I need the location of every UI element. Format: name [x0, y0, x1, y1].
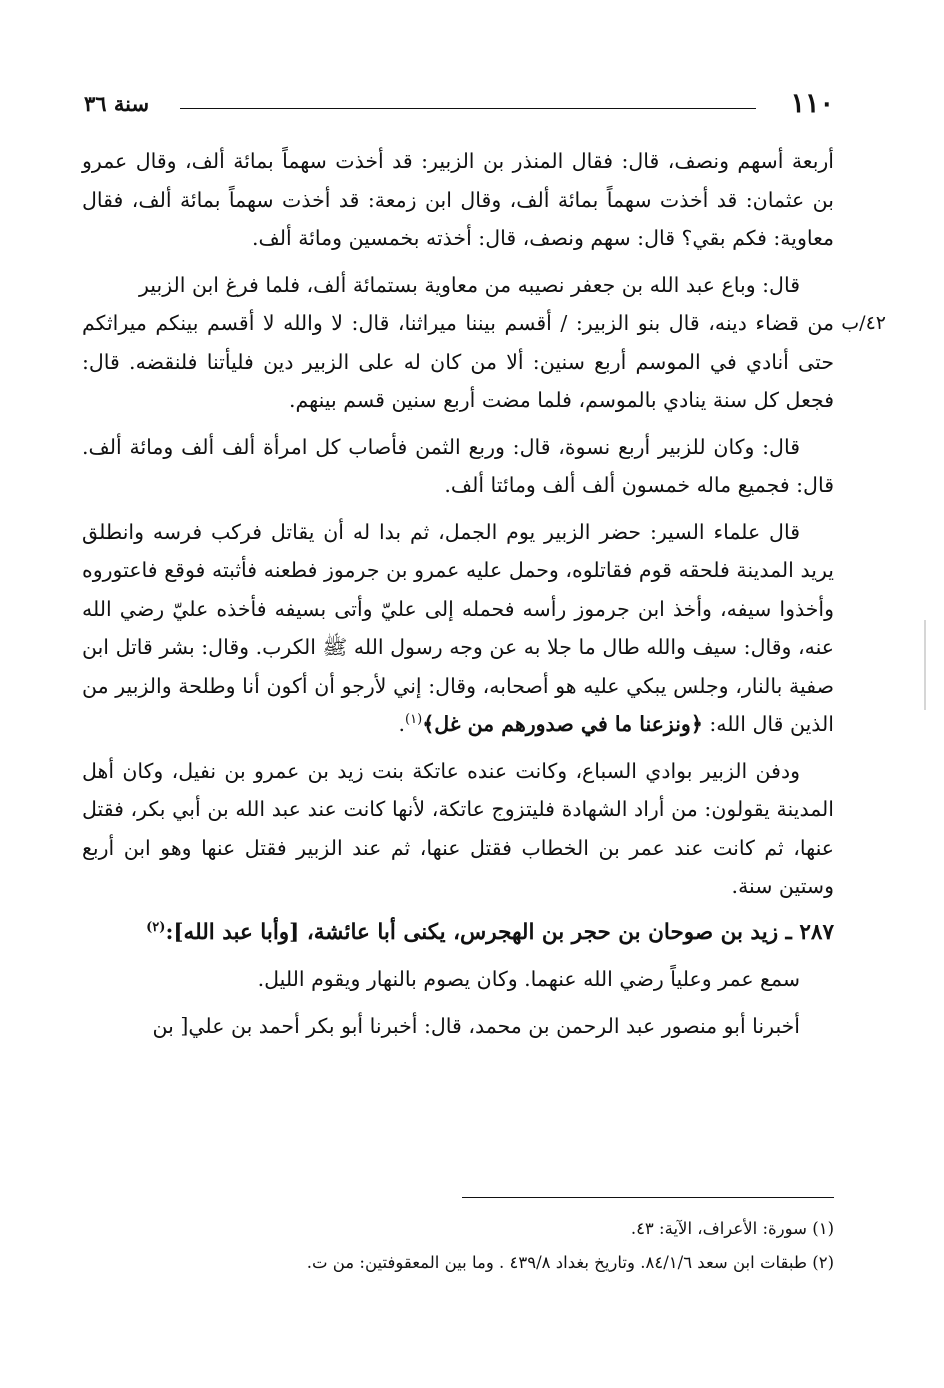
manuscript-folio-note: ٤٢/ب — [841, 312, 886, 334]
scan-artifact-line — [924, 620, 926, 710]
paragraph-4-text: قال علماء السير: حضر الزبير يوم الجمل، ثم بدا له أن يقاتل فركب فرسه وانطلق يريد المدينة فلحقه قوم فقاتلوه، وحمل عليه عمرو بن جرموز فطعنه فأثبته فوقع فاعتوروه وأخذوا سيفه، وأخذ ابن جرموز رأسه فحمله إلى عليّ وأتى بسيفه فأخذه عليّ رضي الله عنه، وقال: سيف والله طال ما جلا به عن وجه رسول الله ﷺ الكرب. وقال: بشر قاتل ابن صفية بالنار، وجلس يبكي عليه هو أصحابه، وقال: إني لأرجو أن أكون أنا وطلحة والزبير من الذين قال الله: — [82, 519, 834, 736]
footnotes — [82, 1212, 834, 1280]
running-title: سنة ٣٦ — [84, 91, 150, 116]
paragraph-6: سمع عمر وعلياً رضي الله عنهما. وكان يصوم بالنهار ويقوم الليل. — [257, 967, 800, 991]
paragraph-4 — [82, 513, 834, 744]
paragraph-5: ودفن الزبير بوادي السباع، وكانت عنده عاتكة بنت زيد بن عمرو بن نفيل، وكان أهل المدينة يقولون: من أراد الشهادة فليتزوج عاتكة، لأنها كانت عند عبد الله بن أبي بكر، فقتل عنها، ثم كانت عند عمر بن الخطاب فقتل عنها، ثم عند الزبير فقتل عنها وهو ابن أربع وستين سنة. — [82, 758, 834, 898]
page-header — [84, 86, 834, 122]
entry-heading — [82, 914, 834, 953]
paragraph-4-end: . — [398, 712, 406, 736]
header-rule — [180, 108, 756, 109]
paragraph-1: أربعة أسهم ونصف، قال: فقال المنذر بن الزبير: قد أخذت سهماً بمائة ألف، وقال عمرو بن عثمان: قد أخذت سهماً بمائة ألف، وقال ابن زمعة: قد أخذت سهماً بمائة ألف، فقال معاوية: فكم بقي؟ قال: سهم ونصف، قال: أخذته بخمسين ومائة ألف. — [82, 149, 834, 250]
entry-heading-text: ٢٨٧ ـ زيد بن صوحان بن حجر بن الهجرس، يكنى أبا عائشة، [وأبا عبد الله]: — [165, 919, 834, 945]
page-number: ١١٠ — [790, 88, 834, 119]
paragraph-2-line-2: من قضاء دينه، قال بنو الزبير: / أقسم بيننا ميراثنا، قال: لا والله لا أقسم بينكم ميراثكم — [82, 311, 834, 335]
paragraph-7: أخبرنا أبو منصور عبد الرحمن بن محمد، قال: أخبرنا أبو بكر أحمد بن علي[ بن — [152, 1013, 800, 1038]
footnote-1: (١) سورة: الأعراف، الآية: ٤٣. — [630, 1219, 834, 1238]
footnote-ref-1: (١) — [405, 712, 423, 728]
paragraph-2-rest: حتى أنادي في الموسم أربع سنين: ألا من كان له على الزبير دين فليأتنا فلنقضه. قال: فجعل كل سنة ينادي بالموسم، فلما مضت أربع سنين قسم بينهم. — [82, 349, 834, 412]
footnote-ref-2: (٢) — [146, 919, 166, 935]
paragraph-2-line-1: قال: وباع عبد الله بن جعفر نصيبه من معاوية بستمائة ألف، فلما فرغ ابن الزبير — [139, 272, 800, 297]
paragraph-2-line-2-wrap — [82, 304, 886, 343]
footnote-rule — [462, 1197, 834, 1198]
paragraph-3: قال: وكان للزبير أربع نسوة، قال: وربع الثمن فأصاب كل امرأة ألف ألف ومائة ألف. قال: فجميع ماله خمسون ألف ألف ومائتا ألف. — [82, 434, 834, 497]
quran-verse: ﴿ونزعنا ما في صدورهم من غل﴾ — [422, 712, 703, 736]
body-text — [82, 142, 886, 1053]
paragraph-2 — [82, 266, 834, 305]
footnote-2: (٢) طبقات ابن سعد ٨٤/١/٦. وتاريخ بغداد ٤٣٩/٨ . وما بين المعقوفتين: من ت. — [306, 1253, 834, 1272]
